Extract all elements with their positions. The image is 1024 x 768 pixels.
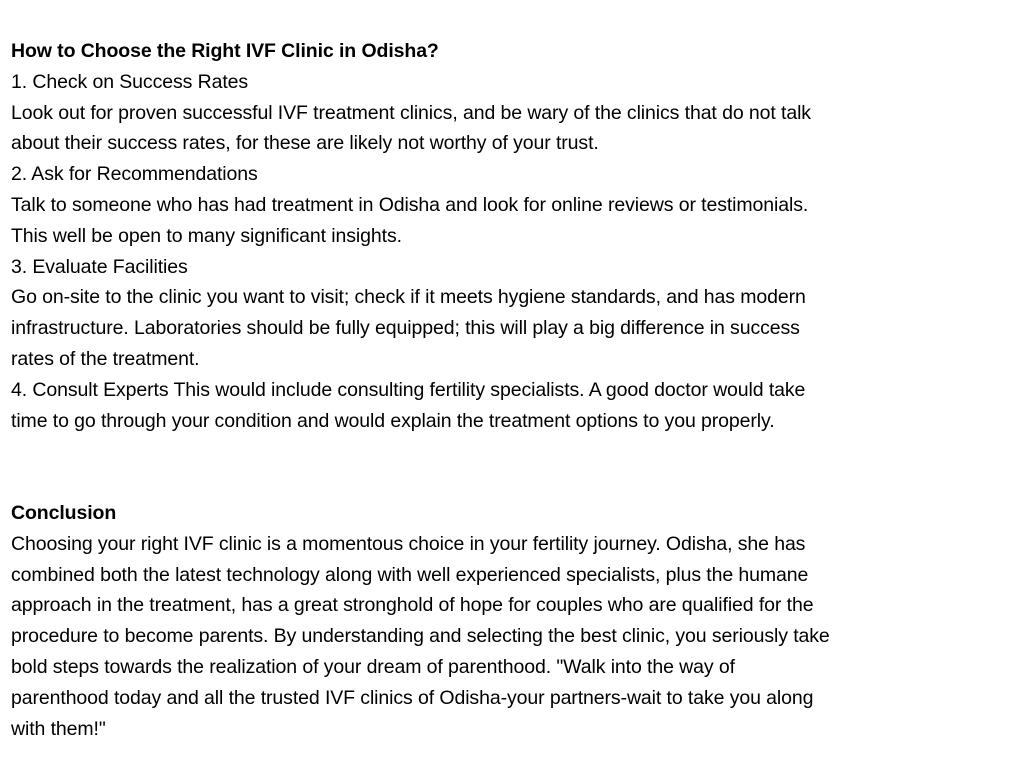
item-title-facilities: 3. Evaluate Facilities: [11, 255, 188, 278]
item-title-success-rates: 1. Check on Success Rates: [11, 70, 249, 93]
conclusion-line: with them!": [11, 717, 106, 740]
item-body-line: infrastructure. Laboratories should be fully equipped; this will play a big difference in success: [11, 317, 800, 340]
conclusion-line: procedure to become parents. By understanding and selecting the best clinic, you seriously take: [11, 625, 830, 648]
section-spacer: [11, 436, 1016, 498]
conclusion-heading: Conclusion: [11, 501, 117, 524]
item-body-line: This well be open to many significant insights.: [11, 224, 402, 247]
item-body-line: Look out for proven successful IVF treatment clinics, and be wary of the clinics that do not talk: [11, 101, 811, 124]
conclusion-line: parenthood today and all the trusted IVF clinics of Odisha-your partners-wait to take you along: [11, 686, 814, 709]
item-body-line: about their success rates, for these are likely not worthy of your trust.: [11, 132, 599, 155]
conclusion-line: Choosing your right IVF clinic is a momentous choice in your fertility journey. Odisha, she has: [11, 532, 806, 555]
item-consult-experts-line: 4. Consult Experts This would include consulting fertility specialists. A good doctor would take: [11, 378, 806, 401]
item-body-line: Talk to someone who has had treatment in Odisha and look for online reviews or testimonials.: [11, 193, 809, 216]
slide-content: [11, 36, 1016, 744]
item-title-recommendations: 2. Ask for Recommendations: [11, 163, 258, 186]
item-consult-experts-line: time to go through your condition and would explain the treatment options to you properly.: [11, 409, 775, 432]
conclusion-line: approach in the treatment, has a great stronghold of hope for couples who are qualified for the: [11, 594, 814, 617]
item-body-line: rates of the treatment.: [11, 347, 200, 370]
conclusion-line: combined both the latest technology along with well experienced specialists, plus the humane: [11, 563, 809, 586]
conclusion-line: bold steps towards the realization of your dream of parenthood. "Walk into the way of: [11, 655, 735, 678]
item-body-line: Go on-site to the clinic you want to visit; check if it meets hygiene standards, and has modern: [11, 286, 806, 309]
section-heading: How to Choose the Right IVF Clinic in Odisha?: [11, 40, 439, 62]
